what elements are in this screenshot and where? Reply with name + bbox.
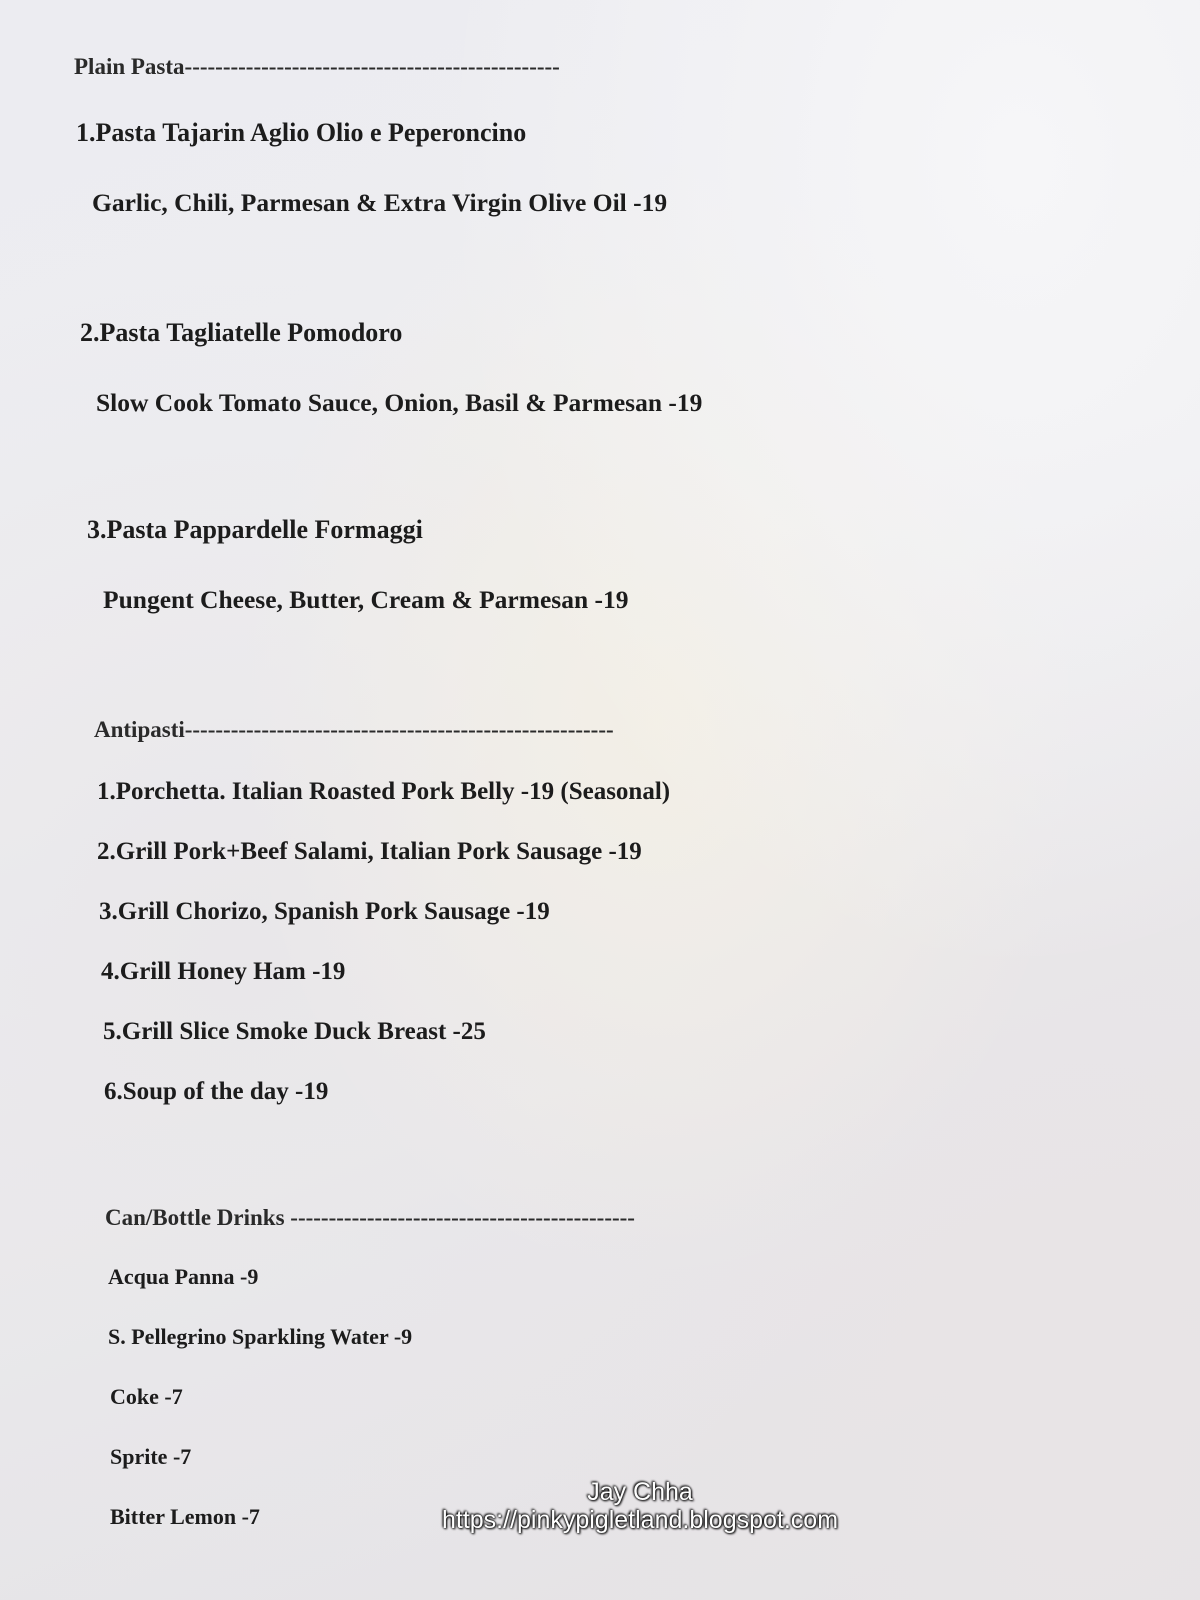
watermark-author: Jay Chha xyxy=(587,1478,693,1506)
drink-item-5: Bitter Lemon -7 xyxy=(110,1504,260,1529)
antipasti-item-3: 3.Grill Chorizo, Spanish Pork Sausage -19 xyxy=(99,898,550,925)
pasta-item-3-name: 3.Pasta Pappardelle Formaggi xyxy=(87,515,423,544)
antipasti-item-6: 6.Soup of the day -19 xyxy=(104,1078,329,1105)
antipasti-item-2: 2.Grill Pork+Beef Salami, Italian Pork Sausage -19 xyxy=(97,838,642,865)
drinks-header: Can/Bottle Drinks --------------------------------------------- xyxy=(105,1205,635,1230)
watermark xyxy=(380,1478,900,1534)
pasta-item-1-name: 1.Pasta Tajarin Aglio Olio e Peperoncino xyxy=(76,118,527,147)
drink-item-3: Coke -7 xyxy=(110,1384,183,1409)
plain-pasta-header: Plain Pasta------------------------------------------------- xyxy=(74,54,560,79)
pasta-item-2-name: 2.Pasta Tagliatelle Pomodoro xyxy=(80,318,403,347)
antipasti-item-4: 4.Grill Honey Ham -19 xyxy=(101,958,346,985)
antipasti-header: Antipasti-------------------------------------------------------- xyxy=(94,717,614,742)
drink-item-2: S. Pellegrino Sparkling Water -9 xyxy=(108,1324,413,1349)
antipasti-item-1: 1.Porchetta. Italian Roasted Pork Belly -19 (Seasonal) xyxy=(97,778,671,805)
pasta-item-3-description: Pungent Cheese, Butter, Cream & Parmesan -19 xyxy=(103,585,629,614)
drink-item-1: Acqua Panna -9 xyxy=(108,1264,259,1289)
watermark-url: https://pinkypigletland.blogspot.com xyxy=(441,1506,839,1534)
drink-item-4: Sprite -7 xyxy=(110,1444,192,1469)
pasta-item-1-description: Garlic, Chili, Parmesan & Extra Virgin Olive Oil -19 xyxy=(92,188,668,217)
antipasti-item-5: 5.Grill Slice Smoke Duck Breast -25 xyxy=(103,1018,486,1045)
pasta-item-2-description: Slow Cook Tomato Sauce, Onion, Basil & Parmesan -19 xyxy=(96,388,703,417)
